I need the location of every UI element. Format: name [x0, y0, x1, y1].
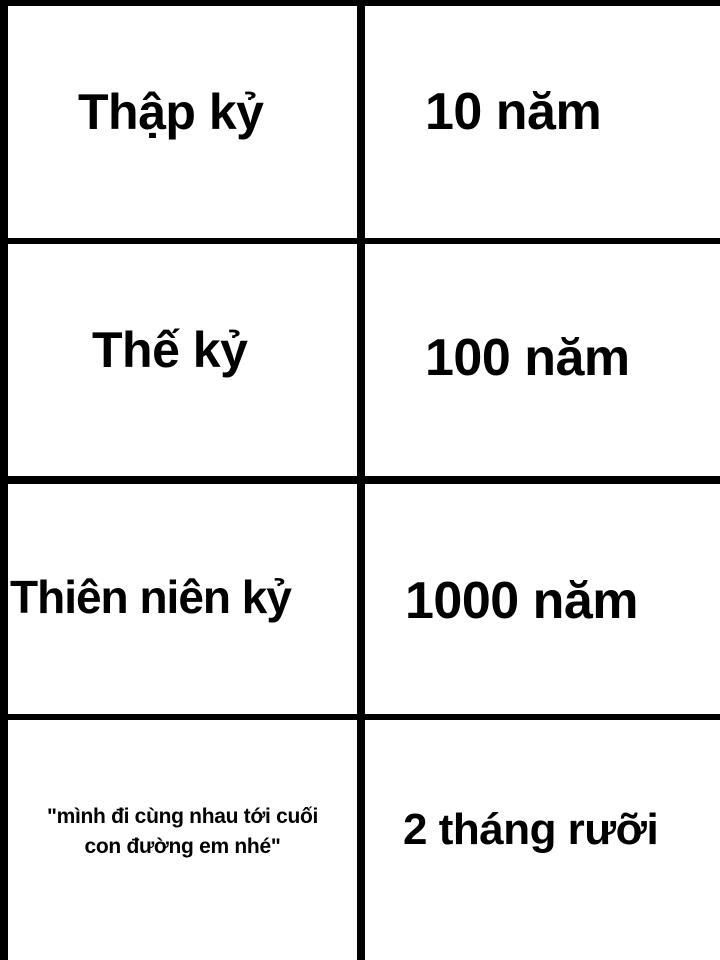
row-2-value-cell	[365, 244, 720, 476]
row-4-value: 2 tháng rưỡi	[403, 805, 659, 854]
row-4-value-cell	[365, 720, 720, 960]
row-1-term: Thập kỷ	[78, 84, 264, 140]
row-1-term-cell	[8, 6, 357, 238]
row-1-value: 10 năm	[425, 83, 602, 141]
row-4-quote-cell	[8, 720, 357, 960]
row-2-term: Thế kỷ	[92, 322, 248, 378]
row-3-value: 1000 năm	[405, 572, 639, 630]
row-3-term: Thiên niên kỷ	[10, 571, 291, 623]
row-4-quote-line-2: con đường em nhé"	[84, 835, 281, 858]
row-1-value-cell	[365, 6, 720, 238]
row-3-value-cell	[365, 484, 720, 714]
row-2-value: 100 năm	[425, 329, 630, 387]
row-3-term-cell	[8, 484, 357, 714]
row-4-quote	[47, 802, 318, 862]
row-4-quote-line-1: "mình đi cùng nhau tới cuối	[46, 805, 319, 828]
row-2-term-cell	[8, 244, 357, 476]
